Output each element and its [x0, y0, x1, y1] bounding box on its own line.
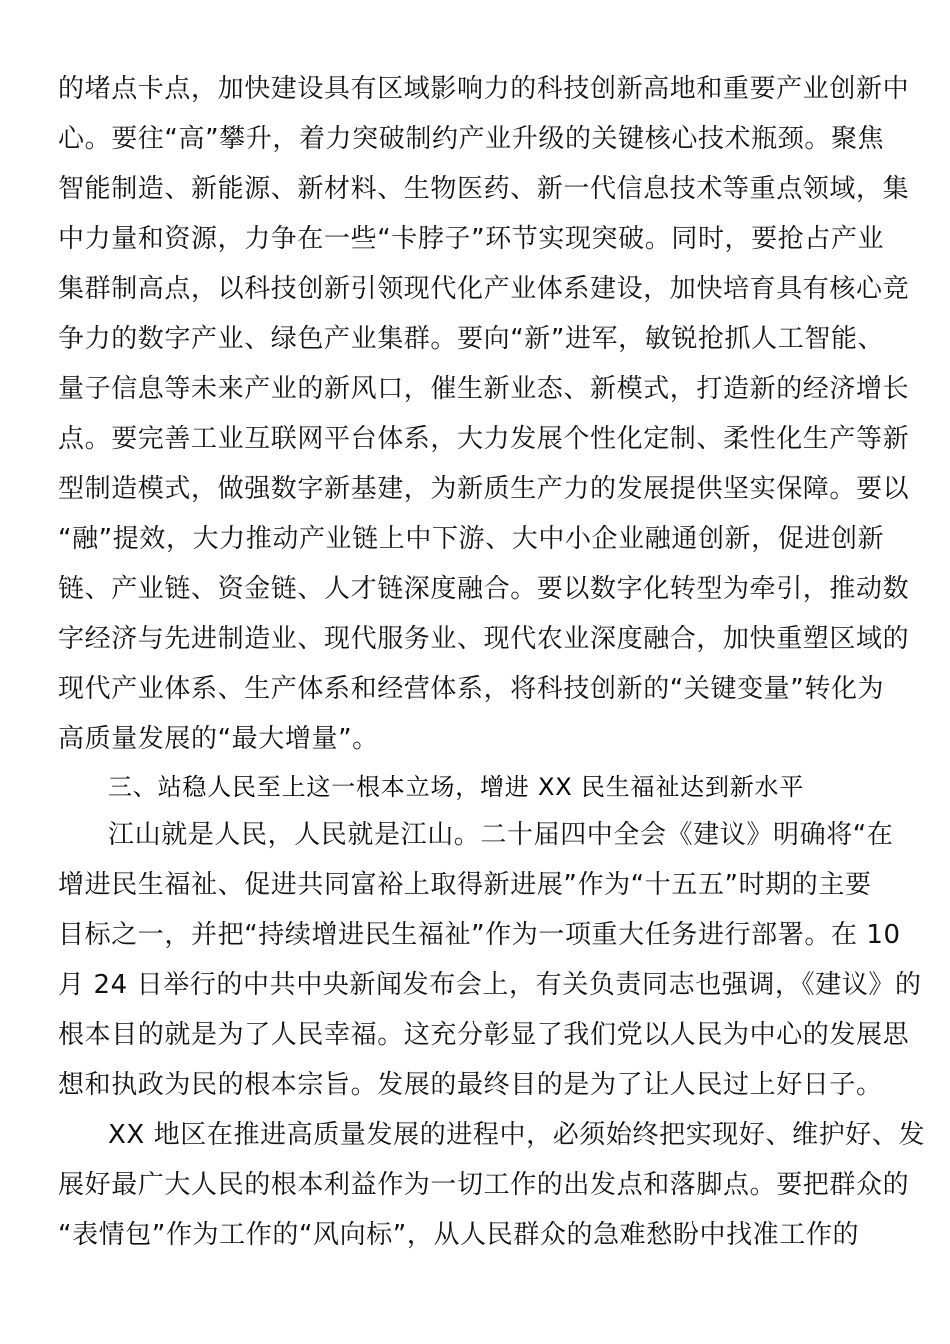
text-line: 点。要完善工业互联网平台体系，大力发展个性化定制、柔性化生产等新: [58, 424, 910, 454]
text-line: “融”提效，大力推动产业链上中下游、大中小企业融通创新，促进创新: [58, 524, 885, 554]
text-line: 根本目的就是为了人民幸福。这充分彰显了我们党以人民为中心的发展思: [58, 1020, 910, 1050]
text-line: 集群制高点，以科技创新引领现代化产业体系建设，加快培育具有核心竞: [58, 274, 910, 304]
text-line: 展好最广大人民的根本利益作为一切工作的出发点和落脚点。要把群众的: [58, 1170, 910, 1200]
text-line: “表情包”作为工作的“风向标”，从人民群众的急难愁盼中找准工作的: [58, 1220, 860, 1250]
text-line: 想和执政为民的根本宗旨。发展的最终目的是为了让人民过上好日子。: [58, 1070, 883, 1100]
text-line: 月 24 日举行的中共中央新闻发布会上，有关负责同志也强调，《建议》的: [58, 970, 922, 1000]
text-line: 争力的数字产业、绿色产业集群。要向“新”进军，敏锐抢抓人工智能、: [58, 324, 885, 354]
text-line: XX 地区在推进高质量发展的进程中，必须始终把实现好、维护好、发: [108, 1120, 926, 1150]
text-line: 量子信息等未来产业的新风口，催生新业态、新模式，打造新的经济增长: [58, 374, 910, 404]
text-line: 的堵点卡点，加快建设具有区域影响力的科技创新高地和重要产业创新中: [58, 74, 910, 104]
paragraph-3: [58, 1110, 926, 1260]
text-line: 增进民生福祉、促进共同富裕上取得新进展”作为“十五五”时期的主要: [58, 870, 872, 900]
text-line: 目标之一，并把“持续增进民生福祉”作为一项重大任务进行部署。在 10: [58, 920, 901, 950]
text-line: 现代产业体系、生产体系和经营体系，将科技创新的“关键变量”转化为: [58, 674, 885, 704]
text-line: 中力量和资源，力争在一些“卡脖子”环节实现突破。同时，要抢占产业: [58, 224, 885, 254]
text-line: 链、产业链、资金链、人才链深度融合。要以数字化转型为牵引，推动数: [58, 574, 910, 604]
paragraph-continuation: [58, 64, 910, 764]
text-line: 心。要往“高”攀升，着力突破制约产业升级的关键核心技术瓶颈。聚焦: [58, 124, 885, 154]
text-line: 江山就是人民，人民就是江山。二十届四中全会《建议》明确将“在: [108, 820, 894, 850]
text-line: 型制造模式，做强数字新基建，为新质生产力的发展提供坚实保障。要以: [58, 474, 910, 504]
text-line: 字经济与先进制造业、现代服务业、现代农业深度融合，加快重塑区域的: [58, 624, 910, 654]
paragraph-2: [58, 810, 922, 1110]
text-line: 高质量发展的“最大增量”。: [58, 724, 379, 754]
document-body: [58, 64, 926, 1260]
text-line: 智能制造、新能源、新材料、生物医药、新一代信息技术等重点领域，集: [58, 174, 910, 204]
section-heading: 三、站稳人民至上这一根本立场，增进 XX 民生福祉达到新水平: [108, 773, 805, 801]
